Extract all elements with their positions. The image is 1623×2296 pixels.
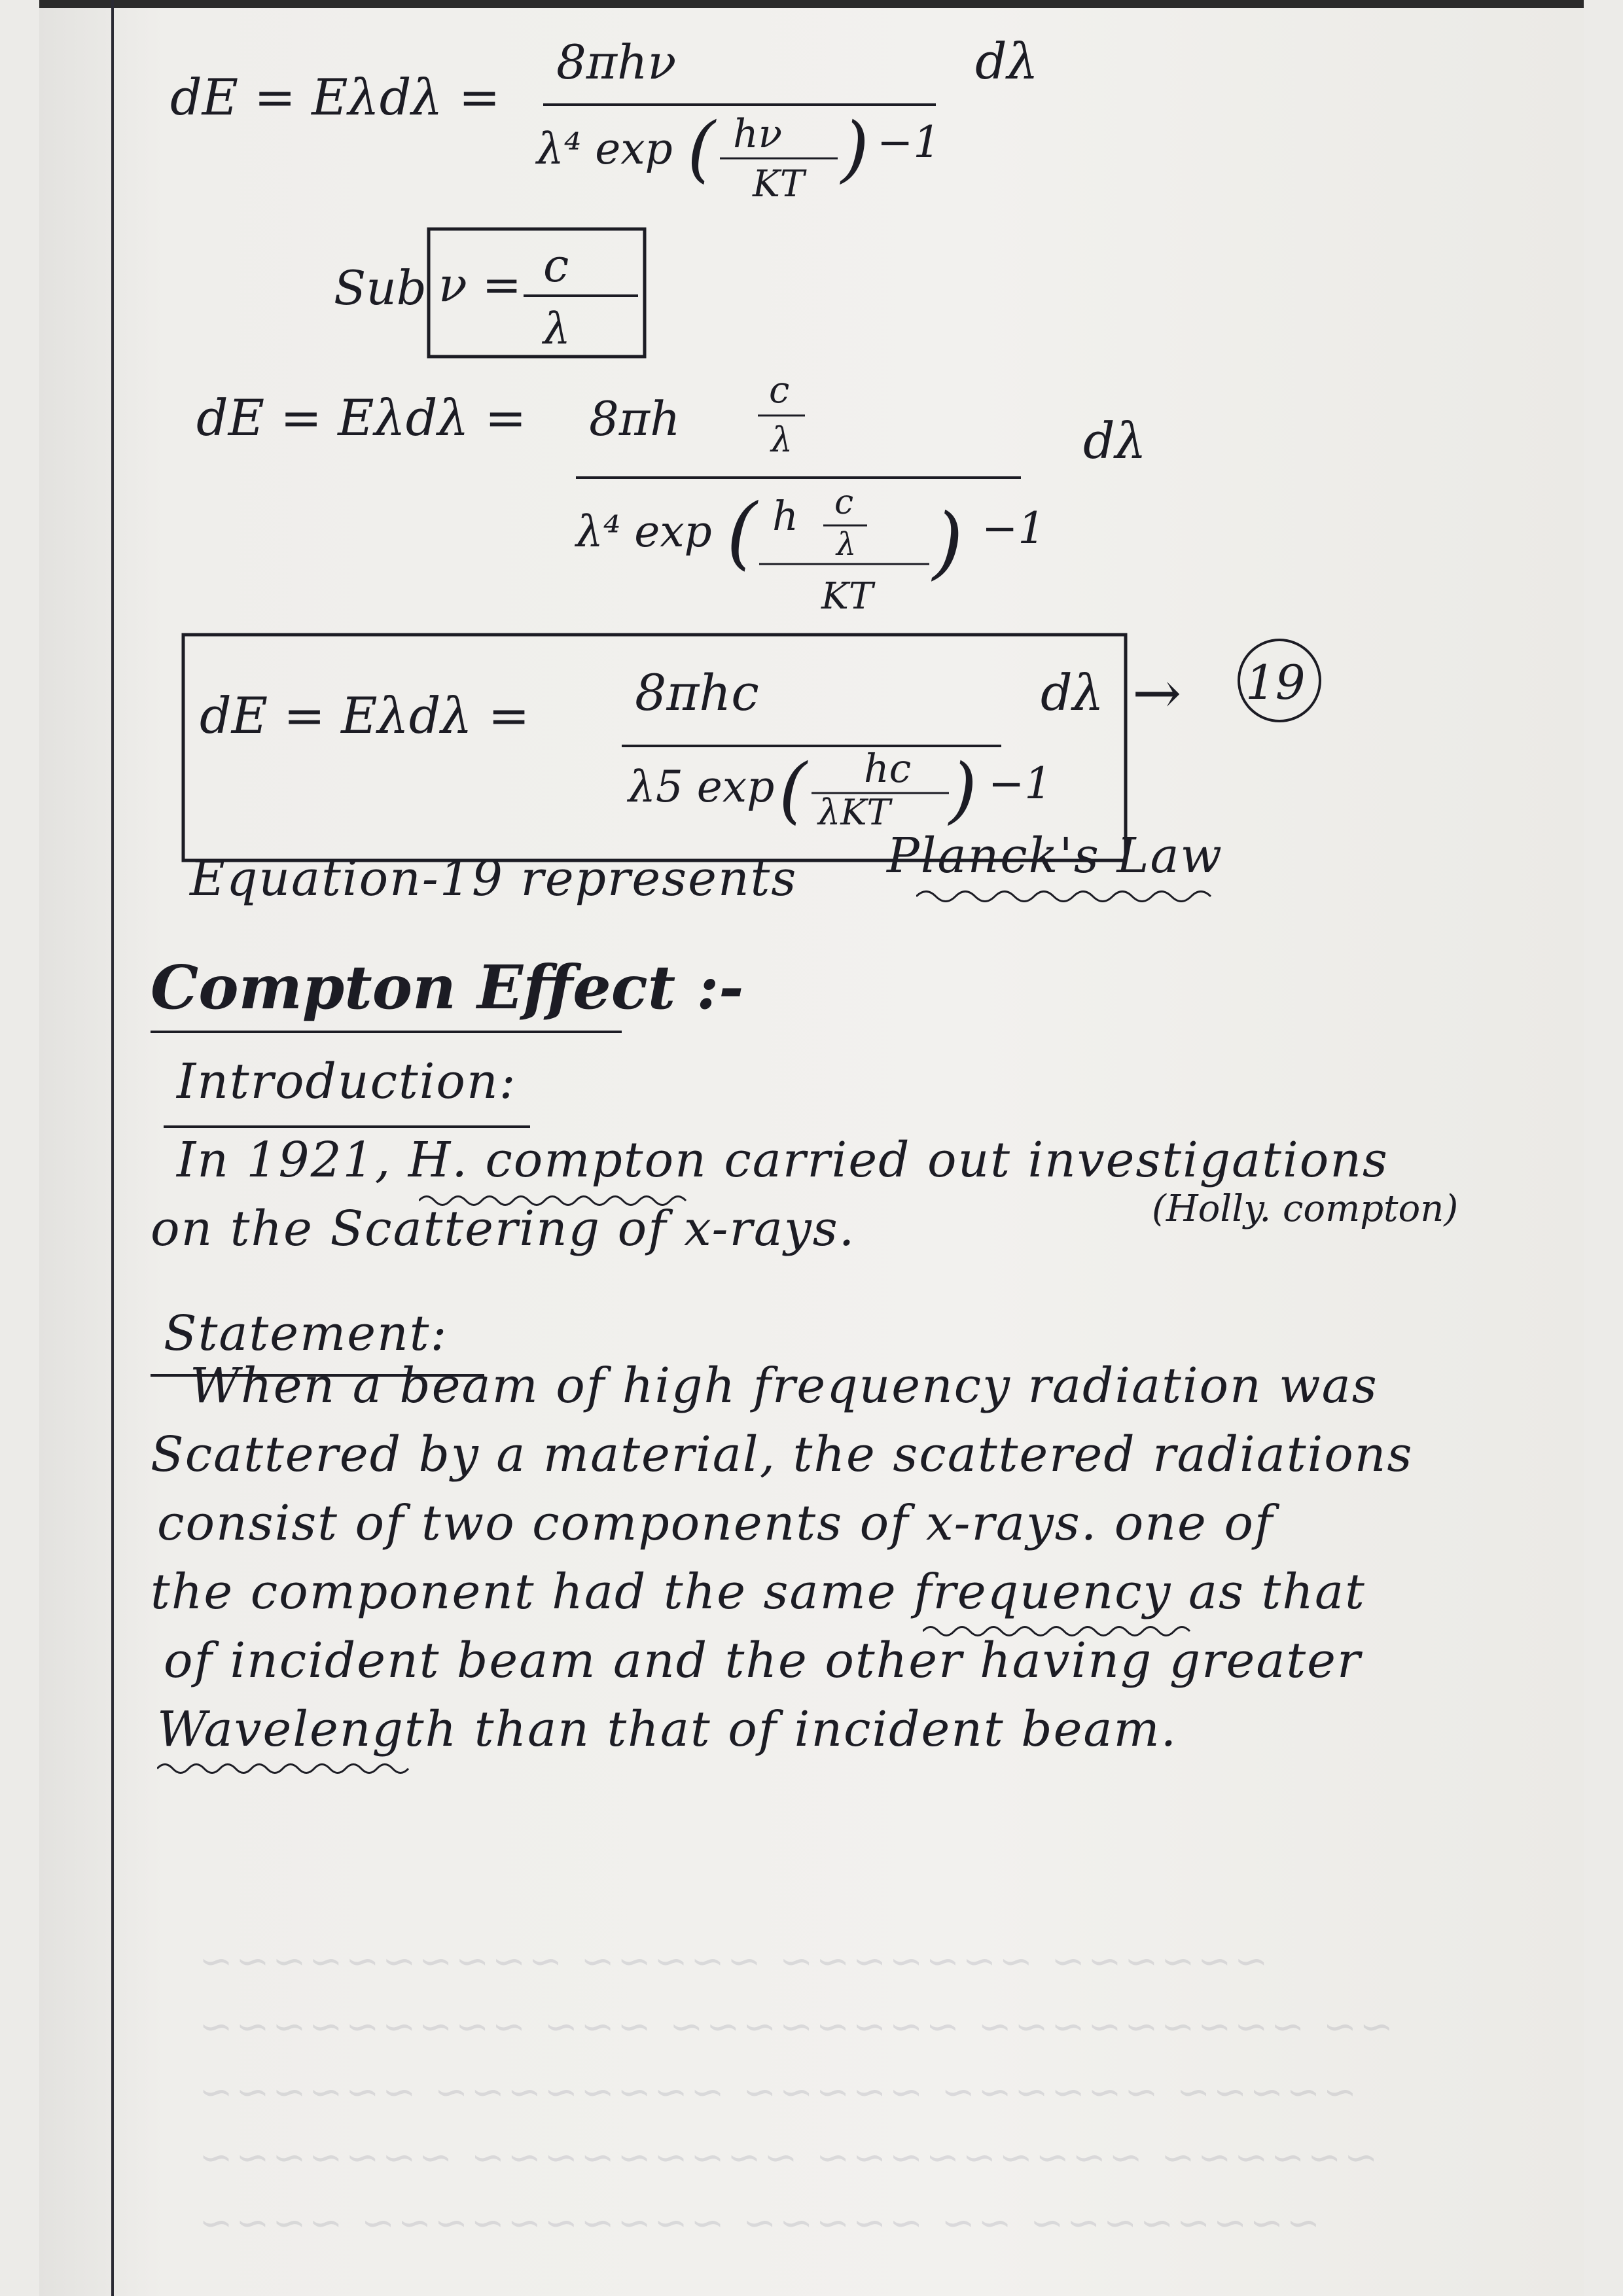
statement-heading: Statement: (164, 1305, 448, 1362)
statement-line-5: of incident beam and the other having greater (164, 1633, 1362, 1689)
equation-3 (183, 635, 1320, 860)
eq3-arrow: → (1132, 659, 1182, 728)
eq2-paren-open: ( (726, 487, 757, 578)
intro-line-2: on the Scattering of x-rays. (151, 1201, 856, 1257)
introduction-underline (164, 1125, 530, 1128)
frequency-underline (923, 1623, 1198, 1640)
eq2-num-frac-top: c (769, 369, 790, 412)
equation-1 (170, 32, 1039, 205)
eq2-numerator: 8πh (589, 391, 681, 446)
statement-line-2: Scattered by a material, the scattered radiations (151, 1426, 1414, 1483)
equation-2 (196, 369, 1147, 618)
intro-aside: (Holly. compton) (1152, 1188, 1459, 1230)
intro-line-1: In 1921, H. compton carried out investigations (177, 1132, 1389, 1188)
eq3-denominator-left: λ5 exp (628, 762, 775, 812)
eq1-exp-num: hν (733, 111, 783, 157)
bleed-through-2: ~~ ~~~~~~~~~ ~~~~~~~~ ~~~ ~~~~~~~~~ (196, 2002, 1394, 2050)
bleed-through-3: ~~~~~ ~~~~~~ ~~~~~ ~~~~~~~~ ~~~~~~ (196, 2068, 1357, 2115)
eq3-trailing: dλ (1041, 663, 1104, 722)
statement-line-6: Wavelength than that of incident beam. (157, 1701, 1178, 1757)
eq1-lhs: dE = Eλdλ = (170, 68, 501, 126)
eq2-minus-one: −1 (982, 503, 1046, 554)
eq1-minus-one: −1 (877, 117, 941, 168)
bleed-through-5: ~~~~~~~~ ~~ ~~~~~ ~~~~~~~~~~ ~~~~ (196, 2199, 1321, 2246)
eq3-exp-num: hc (864, 746, 912, 792)
introduction-heading: Introduction: (177, 1053, 517, 1110)
eq1-exp-den: KT (753, 163, 805, 205)
bleed-through-1: ~~~~~~ ~~~~~~~ ~~~~~ ~~~~~~~~~~ (196, 1937, 1268, 1985)
sub-den: λ (543, 304, 571, 354)
note-law: Planck's Law (887, 828, 1223, 884)
eq2-exp-lambda: λ (836, 526, 857, 563)
eq2-num-frac-bottom: λ (771, 421, 793, 460)
wavelength-underline (157, 1760, 419, 1777)
sub-num: c (543, 239, 569, 292)
law-underline (916, 887, 1217, 906)
eq1-paren-open: ( (687, 107, 715, 190)
bleed-through-4: ~~~~~~ ~~~~~~~~~ ~~~~~~~~~ ~~~~~~~ (196, 2133, 1378, 2181)
sub-lhs: ν = (438, 257, 522, 312)
eq1-numerator: 8πhν (556, 35, 677, 90)
eq3-lhs: dE = Eλdλ = (200, 686, 530, 745)
eq3-exp-den: λKT (818, 792, 891, 833)
statement-line-3: consist of two components of x-rays. one of (157, 1495, 1274, 1551)
statement-line-4: the component had the same frequency as that (151, 1564, 1366, 1620)
eq3-numerator: 8πhc (635, 663, 759, 722)
substitution (334, 229, 645, 357)
eq1-trailing: dλ (975, 32, 1039, 90)
eq2-exp-h: h (772, 492, 798, 540)
title-underline (151, 1031, 622, 1033)
eq2-lhs: dE = Eλdλ = (196, 389, 527, 447)
eq2-exp-den: KT (821, 575, 874, 618)
statement-line-1: When a beam of high frequency radiation was (190, 1358, 1378, 1414)
eq2-paren-close: ) (933, 497, 963, 588)
eq2-trailing: dλ (1083, 412, 1147, 470)
eq3-paren-open: ( (779, 748, 807, 832)
eq1-denominator-left: λ⁴ exp (537, 124, 673, 174)
eq3-number: 19 (1245, 655, 1306, 710)
eq2-denominator-left: λ⁴ exp (576, 506, 712, 557)
eq2-exp-c: c (834, 483, 854, 522)
eq3-minus-one: −1 (988, 758, 1052, 809)
note-prefix: Equation-19 represents (190, 851, 798, 907)
section-title: Compton Effect :- (151, 952, 744, 1023)
eq3-paren-close: ) (949, 748, 977, 832)
sub-prefix: Sub (334, 260, 427, 315)
eq1-paren-close: ) (841, 107, 869, 190)
compton-underline (419, 1192, 694, 1209)
